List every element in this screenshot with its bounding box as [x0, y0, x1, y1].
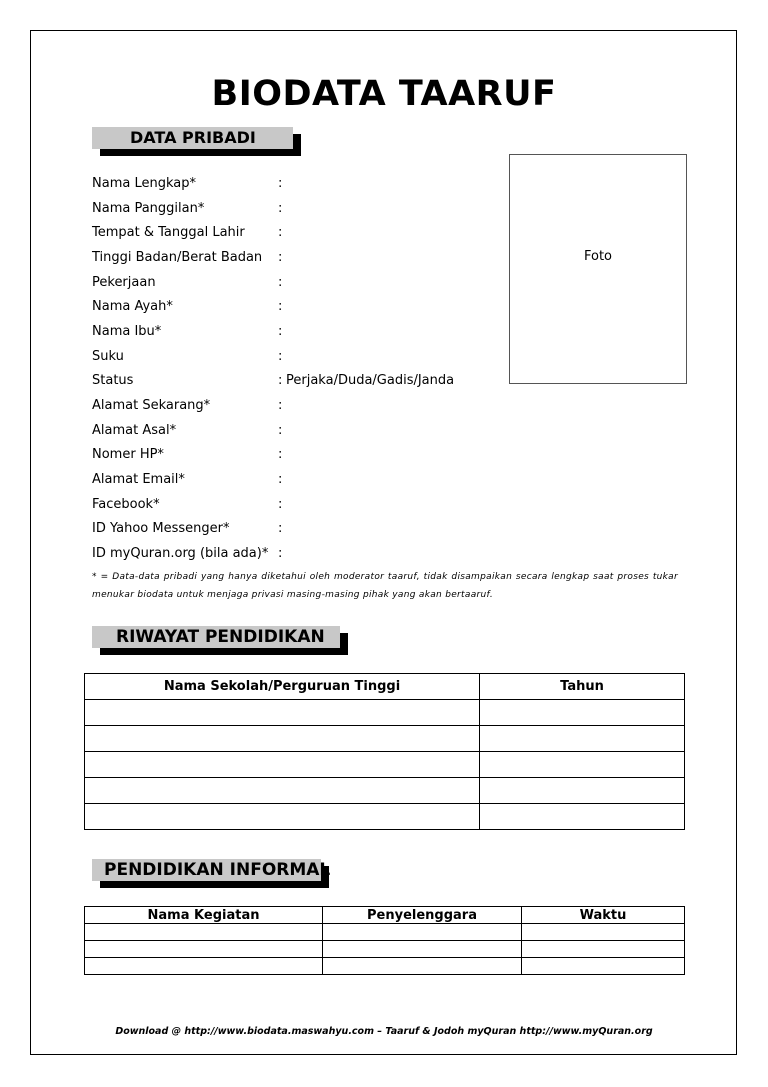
- table-cell[interactable]: [85, 941, 323, 958]
- table-cell[interactable]: [480, 752, 685, 778]
- table-header-row: [85, 907, 685, 924]
- field-colon: :: [278, 447, 283, 462]
- field-label: Alamat Sekarang*: [92, 398, 211, 413]
- table-cell[interactable]: [480, 804, 685, 830]
- field-colon: :: [278, 546, 283, 561]
- table-cell[interactable]: [85, 778, 480, 804]
- section-header-personal: [92, 127, 293, 149]
- table-cell[interactable]: [323, 924, 522, 941]
- field-colon: :: [278, 472, 283, 487]
- field-colon: :: [278, 349, 283, 364]
- privacy-note: * = Data-data pribadi yang hanya diketahui oleh moderator taaruf, tidak disampaikan secara lengkap saat proses tukar menukar biodata untuk menjaga privasi masing-masing pihak yang akan bertaaruf.: [92, 572, 678, 600]
- field-label: Tinggi Badan/Berat Badan: [92, 250, 263, 265]
- table-cell[interactable]: [480, 778, 685, 804]
- table-cell[interactable]: [85, 924, 323, 941]
- field-colon: :: [278, 299, 283, 314]
- table-cell[interactable]: [323, 958, 522, 975]
- table-cell[interactable]: [85, 752, 480, 778]
- table-cell[interactable]: [85, 700, 480, 726]
- table-cell[interactable]: [522, 941, 685, 958]
- photo-placeholder[interactable]: [509, 154, 687, 384]
- table-row: [85, 804, 685, 830]
- field-label: Facebook*: [92, 497, 160, 512]
- table-cell[interactable]: [480, 700, 685, 726]
- section-header-informal: [92, 859, 331, 881]
- field-label: Alamat Asal*: [92, 423, 177, 438]
- table-cell[interactable]: [85, 726, 480, 752]
- field-colon: :: [278, 324, 283, 339]
- column-header: Tahun: [480, 674, 685, 700]
- education-table: [84, 673, 685, 830]
- table-row: [85, 958, 685, 975]
- field-label: Tempat & Tanggal Lahir: [92, 225, 245, 240]
- photo-label: Foto: [583, 249, 613, 264]
- section-title: RIWAYAT PENDIDIKAN: [116, 627, 325, 647]
- field-colon: :: [278, 225, 283, 240]
- footer-download-note: Download @ http://www.biodata.maswahyu.com – Taaruf & Jodoh myQuran http://www.myQuran.org: [115, 1026, 653, 1037]
- field-label: Alamat Email*: [92, 472, 185, 487]
- field-label: Nama Ayah*: [92, 299, 173, 314]
- field-label: ID Yahoo Messenger*: [92, 521, 230, 536]
- table-cell[interactable]: [323, 941, 522, 958]
- table-row: [85, 700, 685, 726]
- field-label: Nomer HP*: [92, 447, 164, 462]
- field-colon: :: [278, 521, 283, 536]
- table-row: [85, 778, 685, 804]
- table-cell[interactable]: [480, 726, 685, 752]
- column-header: Nama Sekolah/Perguruan Tinggi: [85, 674, 480, 700]
- field-label: Status: [92, 373, 134, 388]
- page-title: BIODATA TAARUF: [211, 74, 557, 114]
- informal-education-table: [84, 906, 685, 975]
- table-cell[interactable]: [522, 924, 685, 941]
- table-row: [85, 752, 685, 778]
- field-colon: :: [278, 497, 283, 512]
- table-cell[interactable]: [85, 958, 323, 975]
- column-header: Penyelenggara: [323, 907, 522, 924]
- field-colon: :: [278, 373, 283, 388]
- field-colon: :: [278, 275, 283, 290]
- table-row: [85, 924, 685, 941]
- field-label: Nama Lengkap*: [92, 176, 196, 191]
- field-label: Pekerjaan: [92, 275, 156, 290]
- column-header: Nama Kegiatan: [85, 907, 323, 924]
- field-colon: :: [278, 398, 283, 413]
- field-label: ID myQuran.org (bila ada)*: [92, 546, 269, 561]
- table-row: [85, 726, 685, 752]
- field-colon: :: [278, 176, 283, 191]
- table-header-row: [85, 674, 685, 700]
- section-title: DATA PRIBADI: [130, 128, 256, 147]
- column-header: Waktu: [522, 907, 685, 924]
- field-label: Nama Ibu*: [92, 324, 162, 339]
- table-row: [85, 941, 685, 958]
- field-label: Suku: [92, 349, 124, 364]
- table-cell[interactable]: [85, 804, 480, 830]
- section-title: PENDIDIKAN INFORMAL: [104, 860, 331, 880]
- section-header-education: [92, 626, 340, 648]
- field-value[interactable]: Perjaka/Duda/Gadis/Janda: [286, 373, 455, 388]
- field-colon: :: [278, 423, 283, 438]
- field-colon: :: [278, 250, 283, 265]
- field-colon: :: [278, 201, 283, 216]
- field-label: Nama Panggilan*: [92, 201, 205, 216]
- table-cell[interactable]: [522, 958, 685, 975]
